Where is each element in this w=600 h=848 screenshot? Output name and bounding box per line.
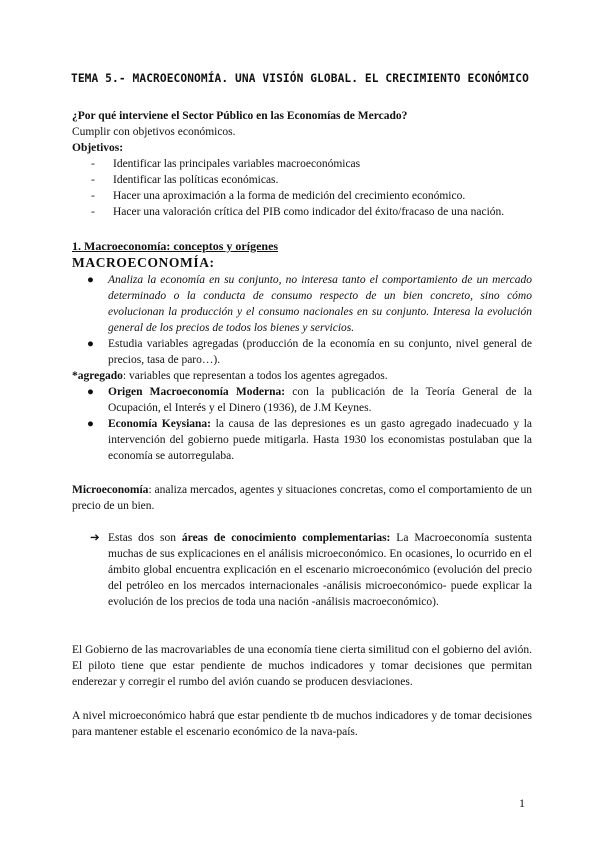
intro-answer: Cumplir con objetivos económicos. — [72, 126, 236, 138]
objectives-list — [72, 156, 532, 220]
section-subheading: MACROECONOMÍA: — [72, 255, 215, 270]
agregado-term: *agregado — [72, 370, 123, 382]
objective-item: - Identificar las políticas económicas. — [72, 172, 532, 188]
arrow-text-pre: Estas dos son — [108, 532, 182, 544]
bullet-item — [72, 336, 532, 368]
agregado-definition — [72, 368, 532, 384]
arrow-text-bold: áreas de conocimiento complementarias: — [181, 532, 391, 544]
micro-paragraph — [72, 482, 532, 514]
bullet-text: Analiza la economía en su conjunto, no interesa tanto el comportamiento de un mercado determinado o la conducta de consumo respecto de un bien concreto, sino cómo evolucionan la producción y el consumo nacionales en su conjunto. Interesa la evolución general de los precios de todos los bienes y servicios. — [108, 274, 532, 334]
bullet-text: Estudia variables agregadas (producción de la economía en su conjunto, nivel general de precios, tasa de paro…). — [108, 338, 532, 366]
keynes-text: la causa de las depresiones es un gasto agregado inadecuado y la intervención del gobierno puede mitigarla. Hasta 1930 los economistas postulaban que la economía se autorregulaba. — [108, 418, 533, 462]
origin-text: con la publicación de la Teoría General de la Ocupación, el Interés y el Dinero (1936), de J.M Keynes. — [108, 386, 532, 414]
arrow-item — [72, 530, 532, 610]
origin-term: Origen Macroeconomía Moderna: — [108, 386, 286, 398]
micro-level-paragraph: A nivel microeconómico habrá que estar pendiente tb de muchos indicadores y de tomar decisiones para mantener estable el escenario económico de la nava-país. — [72, 710, 532, 738]
arrow-right-icon: ➔ — [90, 532, 100, 544]
bullet-item — [72, 384, 532, 416]
micro-term: Microeconomía — [72, 484, 149, 496]
objectives-label: Objetivos: — [72, 142, 124, 154]
objective-item: - Hacer una aproximación a la forma de medición del crecimiento económico. — [72, 188, 532, 204]
page-number: 1 — [519, 796, 525, 810]
agregado-text: : variables que representan a todos los agentes agregados. — [122, 370, 388, 382]
bullet-dot-icon: ● — [87, 338, 94, 350]
bullet-item — [72, 272, 532, 336]
intro-section — [72, 108, 532, 220]
complementary-note — [72, 530, 532, 610]
objective-item: - Hacer una valoración crítica del PIB como indicador del éxito/fracaso de una nación. — [72, 204, 532, 220]
objective-item: - Identificar las principales variables macroeconómicas — [72, 156, 532, 172]
bullet-item — [72, 416, 532, 464]
intro-question: ¿Por qué interviene el Sector Público en las Economías de Mercado? — [72, 110, 408, 122]
bullet-dot-icon: ● — [87, 274, 94, 286]
airplane-paragraph: El Gobierno de las macrovariables de una economía tiene cierta similitud con el gobierno del avión. El piloto tiene que estar pendiente de muchos indicadores y tomar decisiones que permitan enderezar y corregir el rumbo del avión cuando se producen desviaciones. — [72, 644, 532, 688]
micro-text: : analiza mercados, agentes y situaciones concretas, como el comportamiento de un precio de un bien. — [72, 484, 532, 512]
bullet-dot-icon: ● — [87, 386, 94, 398]
bullet-dot-icon: ● — [87, 418, 94, 430]
section-heading: 1. Macroeconomía: conceptos y orígenes — [72, 239, 279, 253]
section-1 — [72, 238, 532, 464]
arrow-text-post: La Macroeconomía sustenta muchas de sus explicaciones en el análisis microeconómico. En ocasiones, lo ocurrido en el ámbito global encuentra explicación en el escenario microeconómico (evolución del precio del petróleo en los mercados internacionales -análisis microeconómico- puede explicar la evolución de los precios de toda una nación -análisis macroeconómico). — [108, 532, 532, 608]
keynes-term: Economía Keysiana: — [108, 418, 212, 430]
document-title: TEMA 5.- MACROECONOMÍA. UNA VISIÓN GLOBAL. EL CRECIMIENTO ECONÓMICO — [71, 72, 529, 85]
